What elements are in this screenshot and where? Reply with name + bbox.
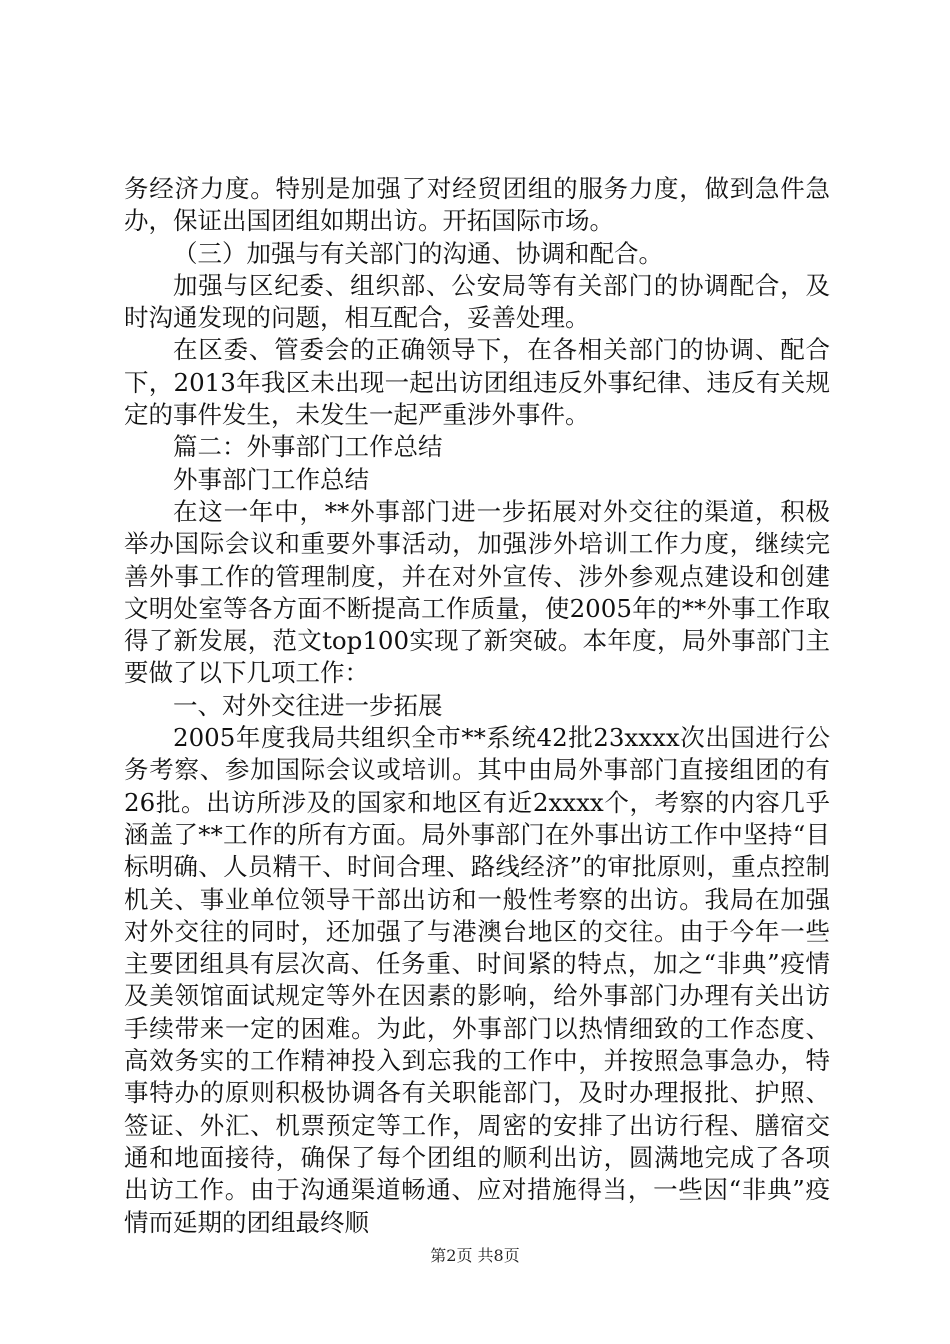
page-number-footer: 第2页 共8页 [430, 1246, 520, 1265]
section-heading-part-two: 篇二：外事部门工作总结 [173, 432, 443, 462]
paragraph-2: （三）加强与有关部门的沟通、协调和配合。 [173, 238, 663, 268]
paragraph-1: 务经济力度。特别是加强了对经贸团组的服务力度，做到急件急办，保证出国团组如期出访。开拓国际市场。 [124, 174, 830, 236]
paragraph-4: 在区委、管委会的正确领导下，在各相关部门的协调、配合下，2013年我区未出现一起出访团组违反外事纪律、违反有关规定的事件发生，未发生一起严重涉外事件。 [124, 335, 830, 430]
paragraph-3: 加强与区纪委、组织部、公安局等有关部门的协调配合，及时沟通发现的问题，相互配合，妥善处理。 [124, 270, 830, 333]
subsection-heading-1: 一、对外交往进一步拓展 [173, 690, 443, 720]
section-title: 外事部门工作总结 [173, 464, 369, 494]
paragraph-9: 2005年度我局共组织全市**系统42批23xxxx次出国进行公务考察、参加国际会议或培训。其中由局外事部门直接组团的有26批。出访所涉及的国家和地区有近2xxxx个，考察的内容几乎涵盖了**工作的所有方面。局外事部门在外事出访工作中坚持“目标明确、人员精干、时间合理、路线经济”的审批原则，重点控制机关、事业单位领导干部出访和一般性考察的出访。我局在加强对外交往的同时，还加强了与港澳台地区的交往。由于今年一些主要团组具有层次高、任务重、时间紧的特点，加之“非典”疫情及美领馆面试规定等外在因素的影响，给外事部门办理有关出访手续带来一定的困难。为此，外事部门以热情细致的工作态度、高效务实的工作精神投入到忘我的工作中，并按照急事急办，特事特办的原则积极协调各有关职能部门，及时办理报批、护照、签证、外汇、机票预定等工作，周密的安排了出访行程、膳宿交通和地面接待，确保了每个团组的顺利出访，圆满地完成了各项出访工作。由于沟通渠道畅通、应对措施得当，一些因“非典”疫情而延期的团组最终顺 [124, 723, 830, 1237]
paragraph-7: 在这一年中，**外事部门进一步拓展对外交往的渠道，积极举办国际会议和重要外事活动，加强涉外培训工作力度，继续完善外事工作的管理制度，并在对外宣传、涉外参观点建设和创建文明处室等各方面不断提高工作质量，使2005年的**外事工作取得了新发展，范文top100实现了新突破。本年度，局外事部门主要做了以下几项工作： [124, 496, 830, 688]
document-body [124, 173, 830, 1239]
